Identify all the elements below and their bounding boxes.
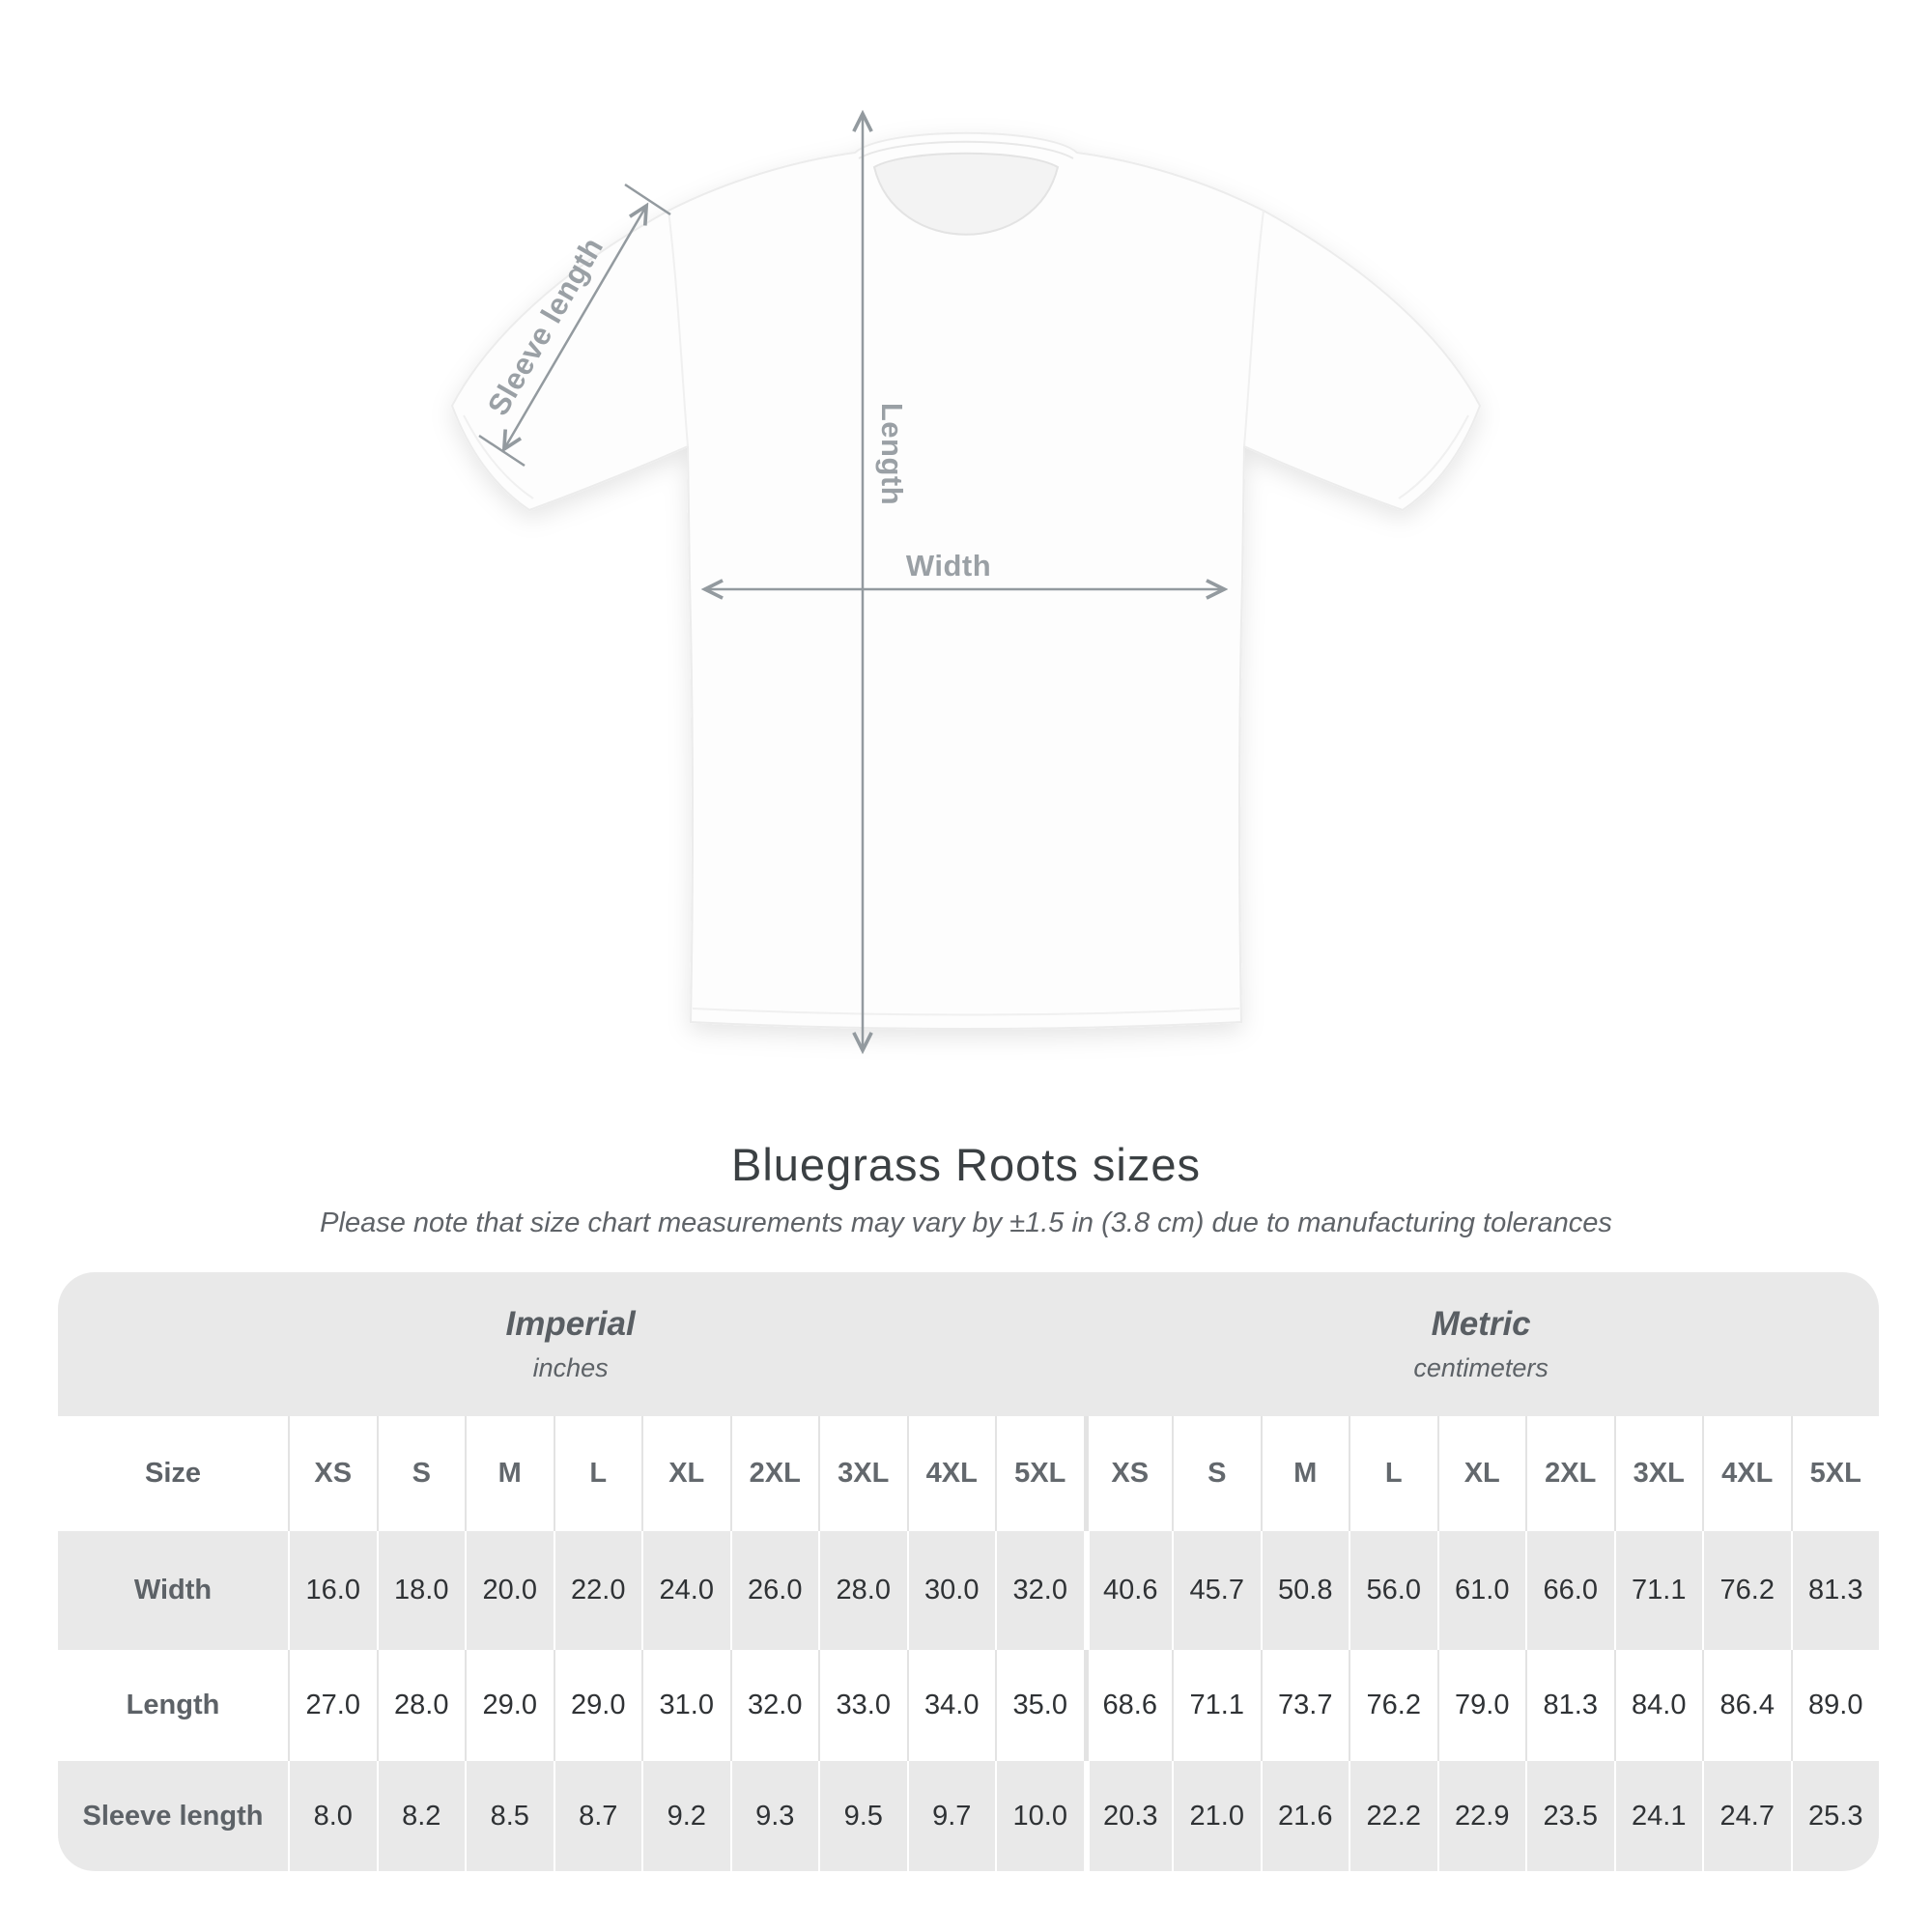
table-cell: 33.0 — [818, 1650, 907, 1761]
table-cell: 61.0 — [1437, 1531, 1526, 1650]
table-cell: 28.0 — [818, 1531, 907, 1650]
imperial-subtitle: inches — [532, 1353, 609, 1382]
page-title: Bluegrass Roots sizes — [731, 1139, 1201, 1190]
table-cell: 30.0 — [907, 1531, 996, 1650]
size-header: 2XL — [730, 1416, 819, 1531]
table-cell: 68.6 — [1084, 1650, 1173, 1761]
size-header: XL — [1437, 1416, 1526, 1531]
table-cell: 26.0 — [730, 1531, 819, 1650]
table-cell: 34.0 — [907, 1650, 996, 1761]
unit-group-metric — [1083, 1272, 1879, 1416]
table-cell: 84.0 — [1614, 1650, 1703, 1761]
length-label: Length — [875, 402, 909, 506]
size-header: M — [1261, 1416, 1350, 1531]
table-cell: 89.0 — [1791, 1650, 1880, 1761]
table-cell: 81.3 — [1525, 1650, 1614, 1761]
metric-subtitle: centimeters — [1413, 1353, 1548, 1382]
size-header: 4XL — [1702, 1416, 1791, 1531]
table-cell: 45.7 — [1172, 1531, 1261, 1650]
table-cell: 40.6 — [1084, 1531, 1173, 1650]
size-header: 5XL — [1791, 1416, 1880, 1531]
table-cell: 21.0 — [1172, 1761, 1261, 1871]
table-cell: 32.0 — [995, 1531, 1084, 1650]
sleeve-arrow-end-tick — [625, 185, 670, 214]
table-cell: 73.7 — [1261, 1650, 1350, 1761]
table-cell: 8.2 — [377, 1761, 466, 1871]
row-label: Length — [126, 1690, 220, 1720]
table-cell: 32.0 — [730, 1650, 819, 1761]
table-cell: 35.0 — [995, 1650, 1084, 1761]
table-cell: 86.4 — [1702, 1650, 1791, 1761]
imperial-title: Imperial — [505, 1305, 636, 1343]
size-header: 4XL — [907, 1416, 996, 1531]
size-header: 3XL — [1614, 1416, 1703, 1531]
table-cell: 9.2 — [641, 1761, 730, 1871]
table-cell: 24.0 — [641, 1531, 730, 1650]
table-cell: 76.2 — [1349, 1650, 1437, 1761]
row-label: Width — [58, 1531, 288, 1650]
unit-group-imperial — [58, 1272, 1083, 1416]
size-header: 2XL — [1525, 1416, 1614, 1531]
table-row-width — [58, 1531, 1879, 1650]
size-table — [58, 1272, 1879, 1871]
table-cell: 22.9 — [1437, 1761, 1526, 1871]
size-header: M — [465, 1416, 554, 1531]
table-cell: 50.8 — [1261, 1531, 1350, 1650]
table-cell: 27.0 — [288, 1650, 377, 1761]
table-cell: 25.3 — [1791, 1761, 1880, 1871]
table-cell: 29.0 — [554, 1650, 642, 1761]
table-row-length — [58, 1650, 1879, 1761]
table-cell: 71.1 — [1614, 1531, 1703, 1650]
table-cell: 18.0 — [377, 1531, 466, 1650]
table-cell: 9.3 — [730, 1761, 819, 1871]
units-band — [58, 1272, 1879, 1416]
table-cell: 8.5 — [465, 1761, 554, 1871]
size-header: XS — [1084, 1416, 1173, 1531]
table-row-sleeve-length — [58, 1761, 1879, 1871]
table-cell: 22.0 — [554, 1531, 642, 1650]
size-header: XS — [288, 1416, 377, 1531]
table-cell: 9.5 — [818, 1761, 907, 1871]
table-cell: 20.0 — [465, 1531, 554, 1650]
size-header: S — [377, 1416, 466, 1531]
size-header-row — [58, 1416, 1879, 1531]
table-cell: 79.0 — [1437, 1650, 1526, 1761]
table-cell: 22.2 — [1349, 1761, 1437, 1871]
table-cell: 66.0 — [1525, 1531, 1614, 1650]
table-cell: 21.6 — [1261, 1761, 1350, 1871]
table-cell: 10.0 — [995, 1761, 1084, 1871]
table-cell: 24.7 — [1702, 1761, 1791, 1871]
table-cell: 29.0 — [465, 1650, 554, 1761]
size-header: XL — [641, 1416, 730, 1531]
table-cell: 56.0 — [1349, 1531, 1437, 1650]
metric-title: Metric — [1431, 1305, 1531, 1343]
table-cell: 71.1 — [1172, 1650, 1261, 1761]
table-cell: 8.0 — [288, 1761, 377, 1871]
size-header: L — [1349, 1416, 1437, 1531]
sleeve-length-label: Sleeve length — [480, 231, 611, 421]
table-cell: 8.7 — [554, 1761, 642, 1871]
size-column-header: Size — [144, 1458, 202, 1489]
table-cell: 9.7 — [907, 1761, 996, 1871]
size-header: 3XL — [818, 1416, 907, 1531]
tolerance-note: Please note that size chart measurements may vary by ±1.5 in (3.8 cm) due to manufacturing tolerances — [320, 1208, 1612, 1238]
size-header: 5XL — [995, 1416, 1084, 1531]
size-header: S — [1172, 1416, 1261, 1531]
table-cell: 31.0 — [641, 1650, 730, 1761]
table-cell: 23.5 — [1525, 1761, 1614, 1871]
table-cell: 28.0 — [377, 1650, 466, 1761]
table-cell: 16.0 — [288, 1531, 377, 1650]
table-cell: 81.3 — [1791, 1531, 1880, 1650]
row-label: Sleeve length — [58, 1761, 288, 1871]
table-cell: 76.2 — [1702, 1531, 1791, 1650]
width-label: Width — [905, 549, 992, 582]
table-cell: 24.1 — [1614, 1761, 1703, 1871]
size-header: L — [554, 1416, 642, 1531]
table-cell: 20.3 — [1084, 1761, 1173, 1871]
